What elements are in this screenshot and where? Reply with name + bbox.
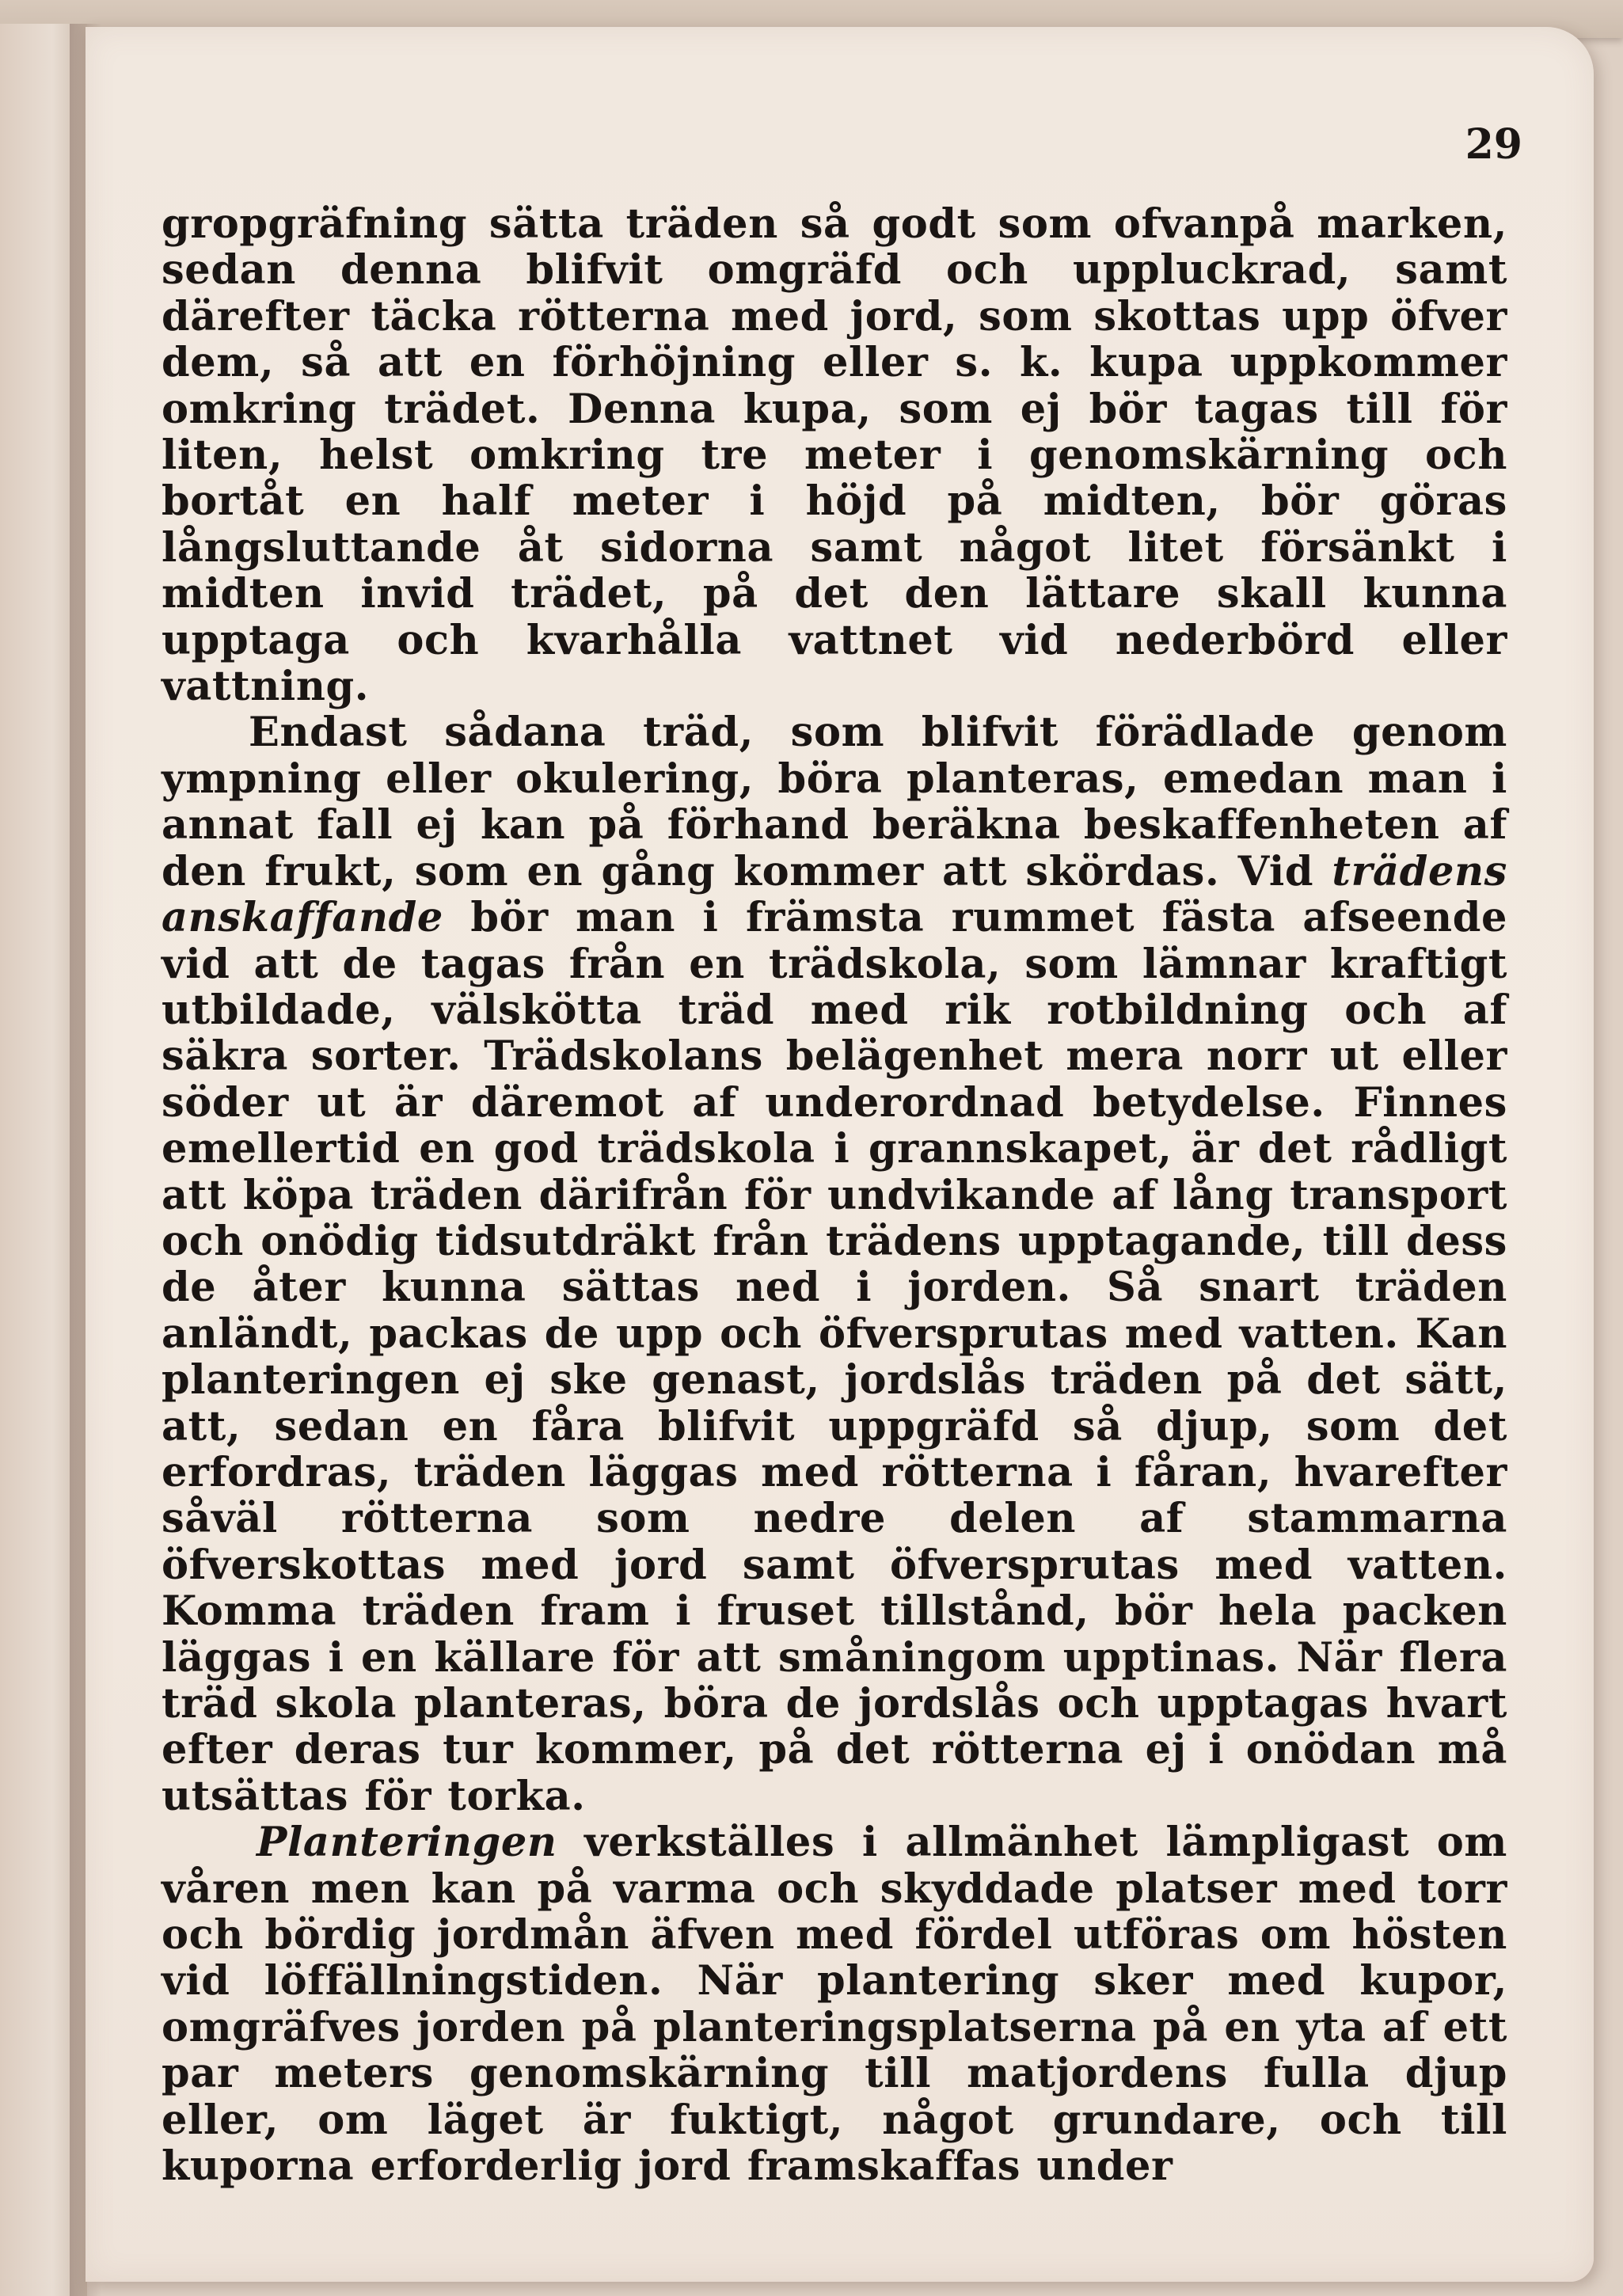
page-number: 29 [1465,120,1522,169]
paragraph-2-text-b: bör man i främsta rummet fästa afseende vid att de tagas från en trädskola, som lämnar kraftigt utbildade, välskötta träd med rik rotbildning och af säkra sorter. Trädskolans belägenhet mera norr ut eller söder ut är däremot af underordnad betydelse. Finnes emellertid en god trädskola i grannskapet, är det rådligt att köpa träden därifrån för undvikande af lång transport och onödig tidsutdräkt från trädens upptagande, till dess de åter kunna sättas ned i jorden. Så snart träden anländt, packas de upp och öfversprutas med vatten. Kan planteringen ej ske genast, jordslås träden på det sätt, att, sedan en fåra blifvit uppgräfd så djup, som det erfordras, träden läggas med rötterna i fåran, hvarefter såväl rötterna som nedre delen af stammarna öfverskottas med jord samt öfversprutas med vatten. Komma träden fram i fruset tillstånd, bör hela packen läggas i en källare för att småningom upptinas. När flera träd skola planteras, böra de jordslås och upptagas hvart efter deras tur kommer, på det rötterna ej i onödan må utsättas för torka. [162,894,1507,1820]
paragraph-2-italic-term: trädens anskaffande [162,847,1507,942]
paragraph-2 [162,709,1507,1819]
paragraph-1 [162,201,1507,709]
paragraph-1-text: gropgräfning sätta träden så godt som ofvanpå marken, sedan denna blifvit omgräfd och uppluckrad, samt därefter täcka rötterna med jord, som skottas upp öfver dem, så att en förhöjning eller s. k. kupa uppkommer omkring trädet. Denna kupa, som ej bör tagas till för liten, helst omkring tre meter i genomskärning och bortåt en half meter i höjd på midten, bör göras långsluttande åt sidorna samt något litet försänkt i midten invid trädet, på det den lättare skall kunna upptaga och kvarhålla vattnet vid nederbörd eller vattning. [162,200,1507,711]
paragraph-2-text-a: Endast sådana träd, som blifvit förädlade genom ympning eller okulering, böra planteras, emedan man i annat fall ej kan på förhand beräkna beskaffenheten af den frukt, som en gång kommer att skördas. Vid [162,709,1507,895]
paragraph-3 [162,1819,1507,2189]
body-text [162,201,1507,2189]
book-page [86,27,1594,2282]
paragraph-3-text: verkställes i allmänhet lämpligast om våren men kan på varma och skyddade platser med torr och bördig jordmån äfven med fördel utföras om hösten vid löffällningstiden. När plantering sker med kupor, omgräfves jorden på planteringsplatserna på en yta af ett par meters genomskärning till matjordens fulla djup eller, om läget är fuktigt, något grundare, och till kuporna erforderlig jord framskaffas under [162,1819,1507,2191]
paragraph-3-italic-term: Planteringen [257,1819,557,1867]
